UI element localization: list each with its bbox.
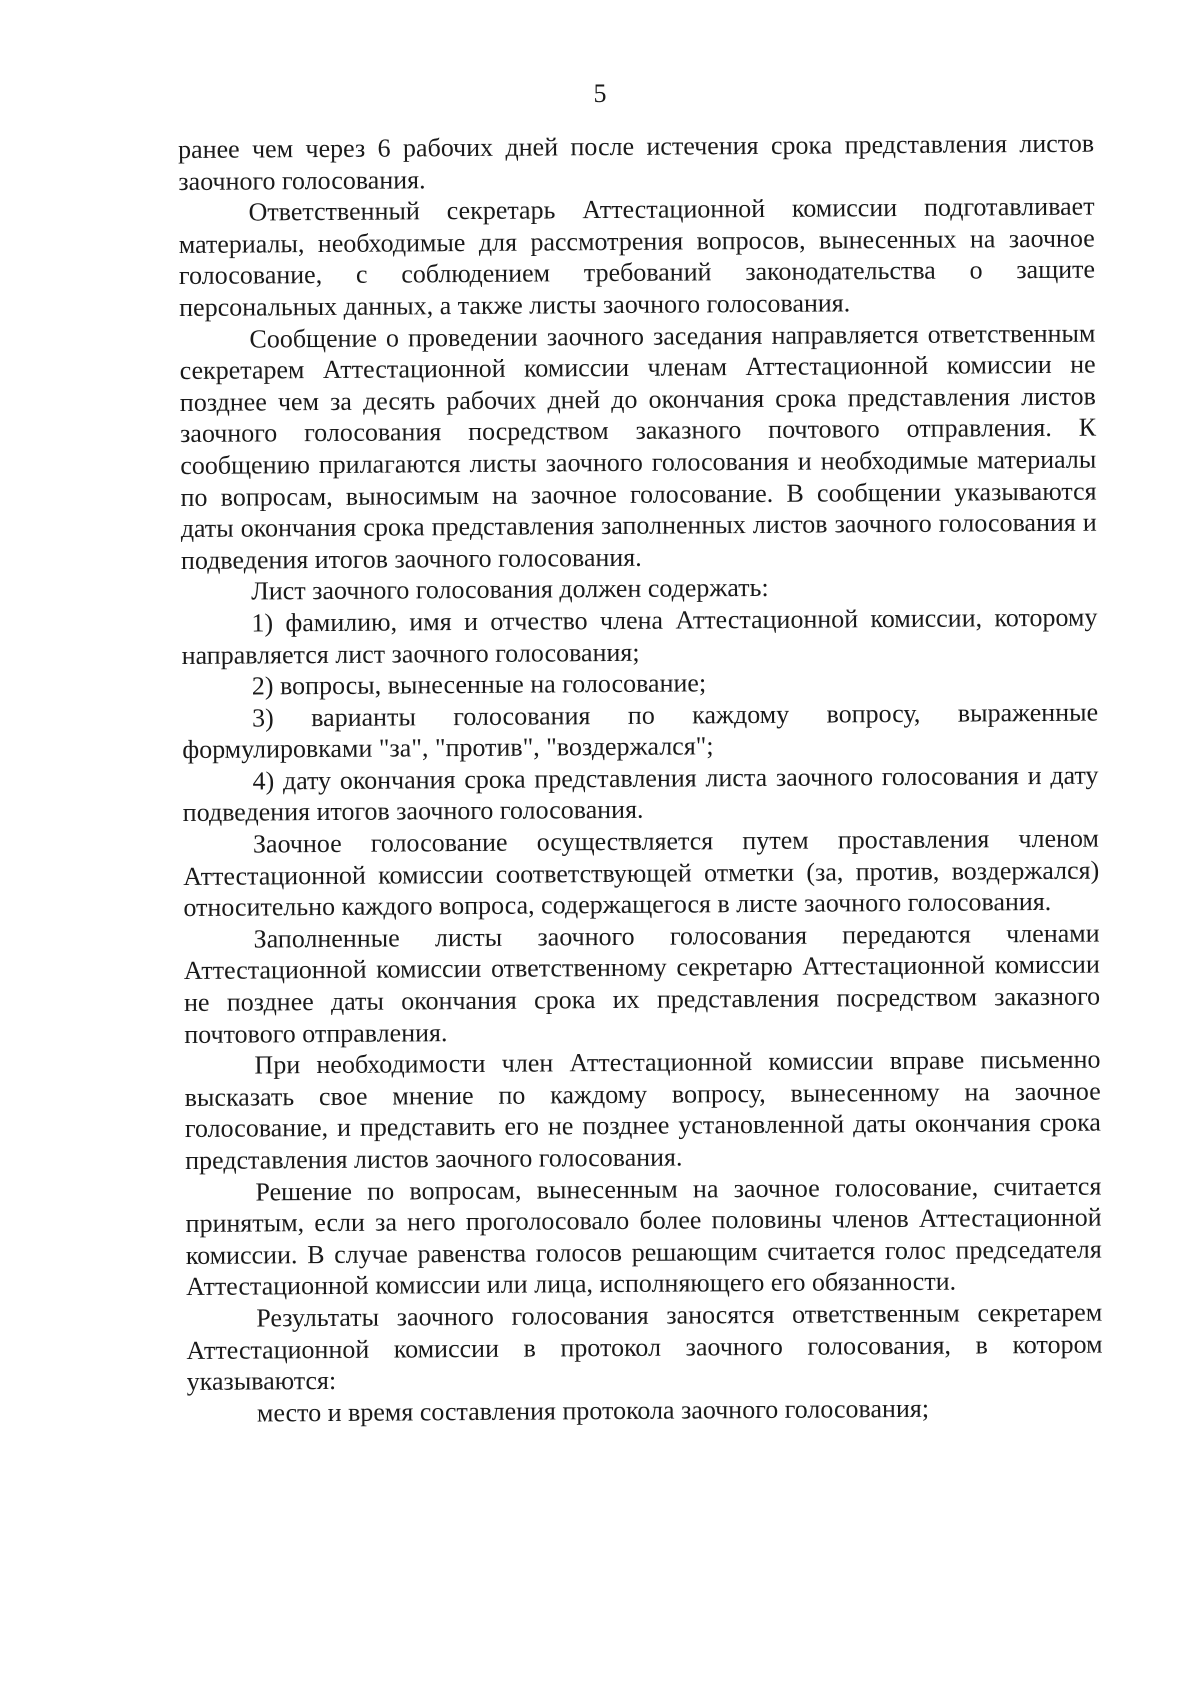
- paragraph-results-protocol: Результаты заочного голосования заносятся ответственным секретарем Аттестационной комиссии в протокол заочного голосования, в котором указываются:: [186, 1297, 1103, 1397]
- list-item-3: 3) варианты голосования по каждому вопросу, выраженные формулировками "за", "против", "воздержался";: [182, 697, 1099, 765]
- list-item-2: 2) вопросы, вынесенные на голосование;: [251, 668, 707, 701]
- paragraph-voting-procedure: Заочное голосование осуществляется путем проставления членом Аттестационной комиссии соответствующей отметки (за, против, воздержался) относительно каждого вопроса, содержащегося в листе заочного голосования.: [183, 823, 1100, 923]
- document-body: [178, 128, 1103, 1430]
- paragraph-protocol-place-time: место и время составления протокола заочного голосования;: [256, 1393, 930, 1428]
- paragraph-continuation: ранее чем через 6 рабочих дней после истечения срока представления листов заочного голосования.: [178, 128, 1095, 196]
- paragraph-decision-rule: Решение по вопросам, вынесенным на заочное голосование, считается принятым, если за него проголосовало более половины членов Аттестационной комиссии. В случае равенства голосов решающим считается голос председателя Аттестационной комиссии или лица, исполняющего его обязанности.: [185, 1171, 1102, 1302]
- paragraph-written-opinion: При необходимости член Аттестационной комиссии вправе письменно высказать свое мнение по каждому вопросу, вынесенному на заочное голосование, и представить его не позднее установленной даты окончания срока представления листов заочного голосования.: [184, 1044, 1102, 1175]
- list-item-4: 4) дату окончания срока представления листа заочного голосования и дату подведения итогов заочного голосования.: [182, 760, 1099, 828]
- paragraph-ballot-contents-intro: Лист заочного голосования должен содержать:: [251, 573, 769, 606]
- paragraph-secretary-preparation: Ответственный секретарь Аттестационной комиссии подготавливает материалы, необходимые для рассмотрения вопросов, вынесенных на заочное голосование, с соблюдением требований законодательства о защите персональных данных, а также листы заочного голосования.: [178, 191, 1096, 322]
- list-item-1: 1) фамилию, имя и отчество члена Аттестационной комиссии, которому направляется лист заочного голосования;: [181, 602, 1098, 670]
- paragraph-meeting-notice: Сообщение о проведении заочного заседания направляется ответственным секретарем Аттестационной комиссии членам Аттестационной комиссии не позднее чем за десять рабочих дней до окончания срока представления листов заочного голосования посредством заказного почтового отправления. К сообщению прилагаются листы заочного голосования и необходимые материалы по вопросам, выносимым на заочное голосование. В сообщении указываются даты окончания срока представления заполненных листов заочного голосования и подведения итогов заочного голосования.: [179, 318, 1097, 575]
- page-number: 5: [593, 79, 607, 108]
- paragraph-ballot-submission: Заполненные листы заочного голосования передаются членами Аттестационной комиссии ответственному секретарю Аттестационной комиссии не позднее даты окончания срока их представления посредством заказного почтового отправления.: [183, 918, 1101, 1049]
